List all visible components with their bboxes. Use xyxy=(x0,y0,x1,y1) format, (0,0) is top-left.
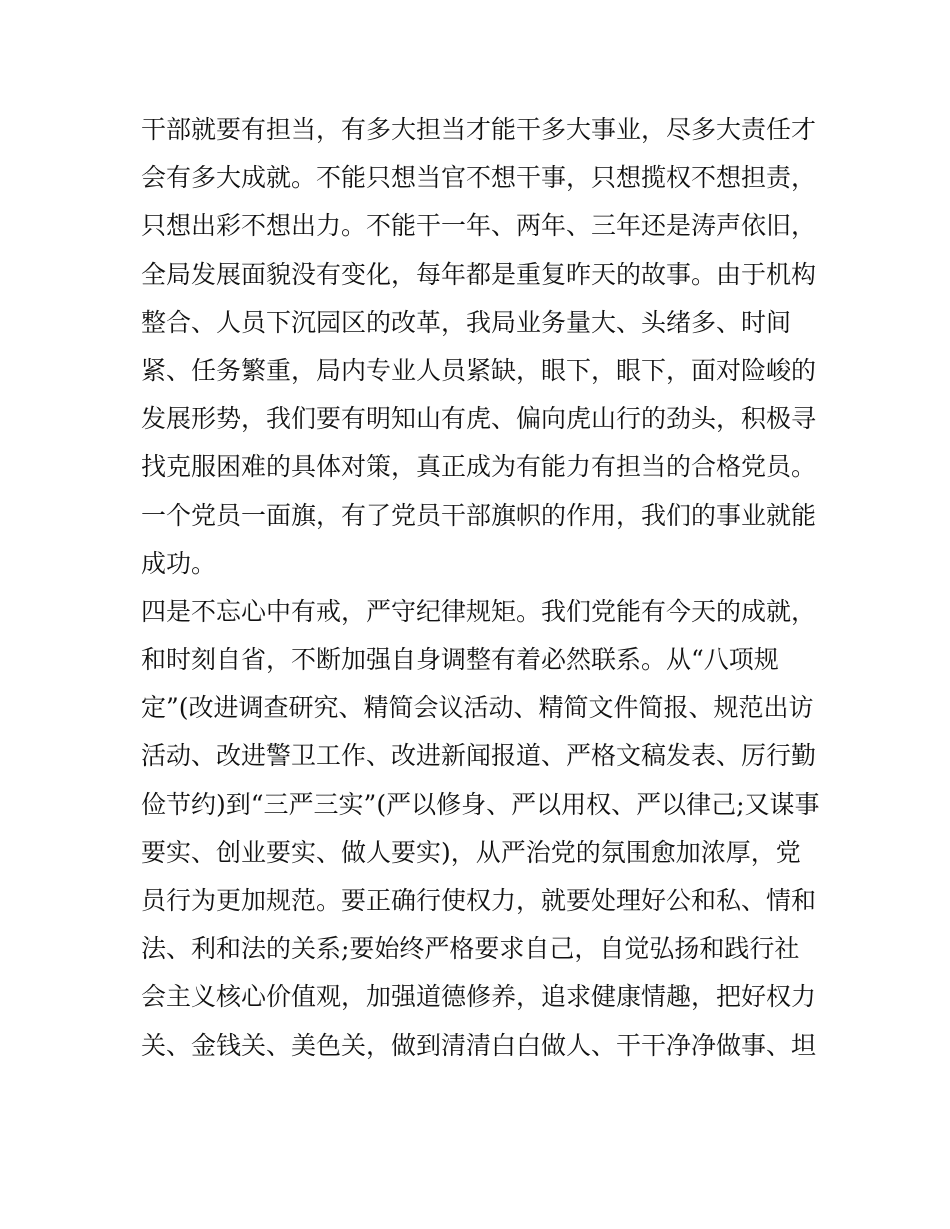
body-text xyxy=(141,106,821,1070)
text-line-12: 和时刻自省，不断加强自身调整有着必然联系。从“八项规 xyxy=(141,645,779,675)
text-line-11: 四是不忘心中有戒，严守纪律规矩。我们党能有今天的成就， xyxy=(141,596,817,626)
text-line-17: 员行为更加规范。要正确行使权力，就要处理好公和私、情和 xyxy=(141,886,817,915)
text-line-15: 俭节约)到“三严三实”(严以修身、严以用权、严以律己;又谋事 xyxy=(141,789,820,819)
text-line-20: 关、金钱关、美色关，做到清清白白做人、干干净净做事、坦 xyxy=(141,1030,817,1060)
text-line-3: 只想出彩不想出力。不能干一年、两年、三年还是涛声依旧， xyxy=(141,211,817,241)
text-line-5: 整合、人员下沉园区的改革，我局业务量大、头绪多、时间 xyxy=(141,307,792,337)
text-line-16: 要实、创业要实、做人要实)，从严治党的氛围愈加浓厚，党 xyxy=(141,837,801,867)
text-line-9: 一个党员一面旗，有了党员干部旗帜的作用，我们的事业就能 xyxy=(141,500,817,530)
text-line-13: 定”(改进调查研究、精简会议活动、精简文件简报、规范出访 xyxy=(141,693,814,723)
text-line-7: 发展形势，我们要有明知山有虎、偏向虎山行的劲头，积极寻 xyxy=(141,404,817,434)
text-line-4: 全局发展面貌没有变化，每年都是重复昨天的故事。由于机构 xyxy=(141,259,817,289)
text-line-10: 成功。 xyxy=(141,548,217,578)
text-line-19: 会主义核心价值观，加强道德修养，追求健康情趣，把好权力 xyxy=(141,982,817,1012)
text-line-18: 法、利和法的关系;要始终严格要求自己，自觉弘扬和践行社 xyxy=(141,934,800,964)
text-line-1: 干部就要有担当，有多大担当才能干多大事业，尽多大责任才 xyxy=(141,115,817,144)
text-line-14: 活动、改进警卫工作、改进新闻报道、严格文稿发表、厉行勤 xyxy=(141,741,817,771)
text-line-8: 找克服困难的具体对策，真正成为有能力有担当的合格党员。 xyxy=(141,452,817,482)
text-line-2: 会有多大成就。不能只想当官不想干事，只想揽权不想担责， xyxy=(141,163,817,193)
text-line-6: 紧、任务繁重，局内专业人员紧缺，眼下，眼下，面对险峻的 xyxy=(141,355,817,385)
